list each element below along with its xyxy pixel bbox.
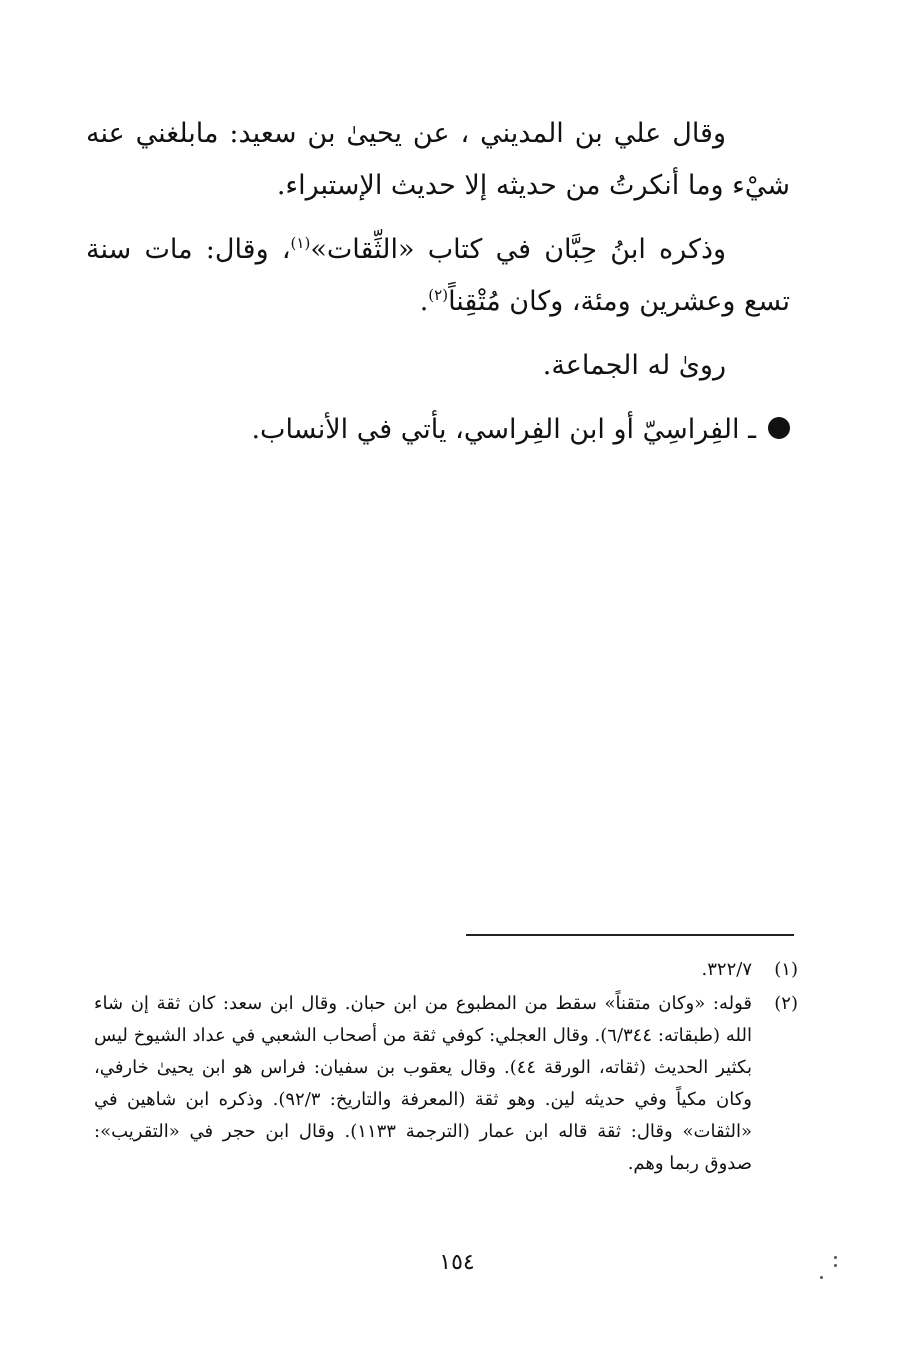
scan-speck <box>820 1276 823 1279</box>
entry-al-firasi <box>86 404 790 456</box>
footnote-item <box>94 954 798 986</box>
entry-text: ـ الفِراسِيّ أو ابن الفِراسي، يأتي في الأنساب. <box>251 414 756 445</box>
paragraph-text: . <box>419 286 429 317</box>
paragraph-text: روىٰ له الجماعة. <box>542 350 726 381</box>
scan-speck <box>834 1264 837 1267</box>
footnote-number: (٢) <box>774 993 798 1014</box>
bullet-icon <box>768 417 790 439</box>
footnote-item <box>94 988 798 1180</box>
paragraph-text: وذكره ابنُ حِبَّان في كتاب «الثِّقات» <box>310 234 727 265</box>
footnote-separator <box>466 934 794 936</box>
footnote-number: (١) <box>774 959 798 980</box>
footnotes-section <box>94 954 798 1182</box>
paragraph-ibn-hibban <box>86 224 790 328</box>
paragraph-text: ، وقال: مات سنة تسع وعشرين ومئة، وكان مُتْقِناً <box>86 234 790 317</box>
scan-speck <box>834 1256 837 1259</box>
paragraph-narrators <box>86 340 790 392</box>
page-number: ١٥٤ <box>439 1250 475 1275</box>
footnote-ref-2: (٢) <box>428 286 449 304</box>
footnote-text: قوله: «وكان متقناً» سقط من المطبوع من ابن حبان. وقال ابن سعد: كان ثقة إن شاء الله (طبقاته: ٦/٣٤٤). وقال العجلي: كوفي ثقة من أصحاب الشعبي في عداد الشيوخ ليس بكثير الحديث (ثقاته، الورقة ٤٤). وقال يعقوب بن سفيان: فراس هو ابن يحيىٰ خارفي، وكان مكياً وفي حديثه لين. وهو ثقة (المعرفة والتاريخ: ٩٢/٣). وذكره ابن شاهين في «الثقات» وقال: ثقة قاله ابن عمار (الترجمة ١١٣٣). وقال ابن حجر في «التقريب»: صدوق ربما وهم. <box>94 993 752 1174</box>
footnote-text: ٣٢٢/٧. <box>701 959 752 980</box>
footnote-ref-1: (١) <box>290 234 311 252</box>
paragraph-ibn-madini <box>86 108 790 212</box>
paragraph-text: وقال علي بن المديني ، عن يحيىٰ بن سعيد: مابلغني عنه شيْء وما أنكرتُ من حديثه إلا حديث الإستبراء. <box>86 118 790 201</box>
main-text-block <box>86 108 790 468</box>
